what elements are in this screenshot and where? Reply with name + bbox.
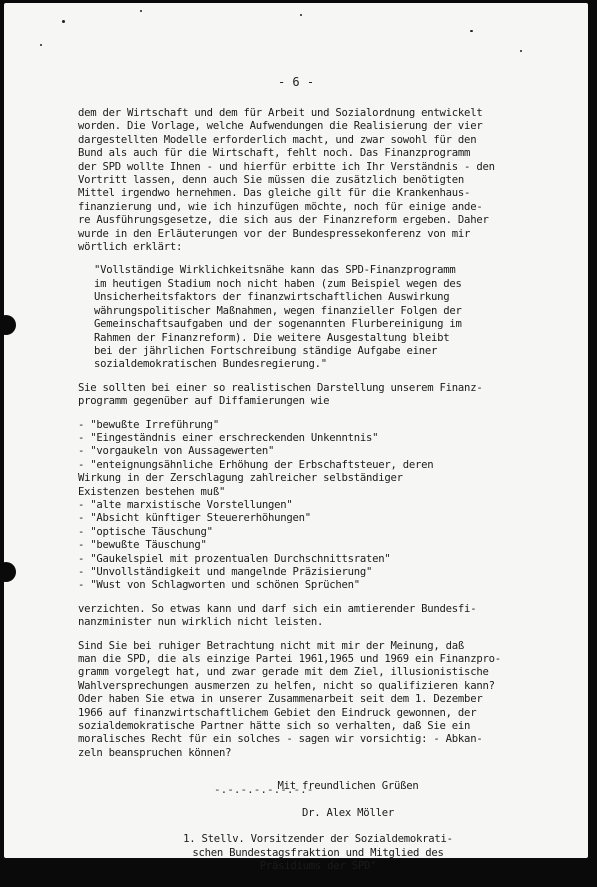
list-item: - "optische Täuschung" xyxy=(78,525,213,538)
list-item: - "enteignungsähnliche Erhöhung der Erbschaftsteuer, deren Wirkung in der Zerschlagung zahlreicher selbständiger Existenzen bestehen muß" xyxy=(78,458,434,498)
scan-speck xyxy=(62,20,65,23)
block-quote: "Vollständige Wirklichkeitsnähe kann das SPD-Finanzprogramm im heutigen Stadium noch nicht haben (zum Beispiel wegen des Unsicherheitsfaktors der finanzwirtschaftlichen Auswirkung währungspolitischer Maßnahmen, wegen finanzieller Folgen der Gemeinschaftsaufgaben und der sogenannten Flurbereinigung im Rahmen der Finanzreform). Die weitere Ausgestaltung bleibt bei der jährlichen Fortschreibung ständige Aufgabe einer sozialdemokratischen Bundesregierung." xyxy=(94,264,462,371)
scan-speck xyxy=(300,14,302,16)
page-number: - 6 - xyxy=(277,75,315,89)
scan-speck xyxy=(40,44,42,46)
list-item: - "vorgaukeln von Aussagewerten" xyxy=(78,445,275,458)
scan-speck xyxy=(140,10,142,12)
document-page xyxy=(4,3,588,873)
signatory-name: Dr. Alex Möller xyxy=(302,806,394,819)
letter-body xyxy=(78,107,558,887)
list-item: - "Eingeständnis einer erschreckenden Unkenntnis" xyxy=(78,431,379,444)
signature-block xyxy=(78,766,558,887)
end-marks: -.-.-.-.-.-.-.- xyxy=(214,783,314,796)
accusation-list xyxy=(78,419,558,593)
greeting: Mit freundlichen Grüßen xyxy=(277,779,419,792)
list-intro: Sie sollten bei einer so realistischen Darstellung unserem Finanz- programm gegenüber auf Diffamierungen wie xyxy=(78,381,483,408)
closing-paragraph: Sind Sie bei ruhiger Betrachtung nicht mit mir der Meinung, daß man die SPD, die als einzige Partei 1961,1965 und 1969 ein Finanzpro- gramm vorgelegt hat, und zwar gerade mit dem Ziel, illusionistische Wahlversprechungen ausmerzen zu helfen, nicht so qualifizieren kann? Oder haben Sie etwa in unserer Zusammenarbeit seit dem 1. Dezember 1966 auf finanzwirtschaftlichem Gebiet den Eindruck gewonnen, der sozialdemokratische Partner hätte sich so verhalten, daß Sie ein moralisches Recht für ein solches - sagen wir vorsichtig: - Abkan- zeln beanspruchen können? xyxy=(78,639,501,759)
list-item: - "Gaukelspiel mit prozentualen Durchschnittsraten" xyxy=(78,552,391,565)
list-item: - "Unvollständigkeit und mangelnde Präzisierung" xyxy=(78,566,373,578)
list-item: - "Wust von Schlagworten und schönen Sprüchen" xyxy=(78,579,360,592)
paragraph-1: dem der Wirtschaft und dem für Arbeit und Sozialordnung entwickelt worden. Die Vorlage, welche Aufwendungen die Realisierung der vier dargestellten Modelle erforderlich macht, und zwar sowohl für den Bund als auch für die Wirtschaft, fehlt noch. Das Finanzprogramm der SPD wollte Ihnen - und hierfür erbitte ich Ihr Verständnis - den Vortritt lassen, denn auch Sie müssen die zusätzlich benötigten Mittel irgendwo hernehmen. Das gleiche gilt für die Krankenhaus- finanzierung und, wie ich hinzufügen möchte, noch für einige ande- re Ausführungsgesetze, die sich aus der Finanzreform ergeben. Daher wurde in den Erläuterungen vor der Bundespressekonferenz von mir wörtlich erklärt: xyxy=(78,107,495,254)
list-item: - "bewußte Irreführung" xyxy=(78,418,219,431)
scan-speck xyxy=(470,30,473,32)
signatory-title: 1. Stellv. Vorsitzender der Sozialdemokrati- schen Bundestagsfraktion und Mitglied des Präsidiums der SPD" xyxy=(183,833,453,873)
list-item: - "alte marxistische Vorstellungen" xyxy=(78,498,293,511)
scan-speck xyxy=(520,50,522,52)
after-list-paragraph: verzichten. So etwas kann und darf sich ein amtierender Bundesfi- nanzminister nun wirklich nicht leisten. xyxy=(78,602,477,629)
list-item: - "bewußte Täuschung" xyxy=(78,539,207,552)
list-item: - "Absicht künftiger Steuererhöhungen" xyxy=(78,512,311,525)
